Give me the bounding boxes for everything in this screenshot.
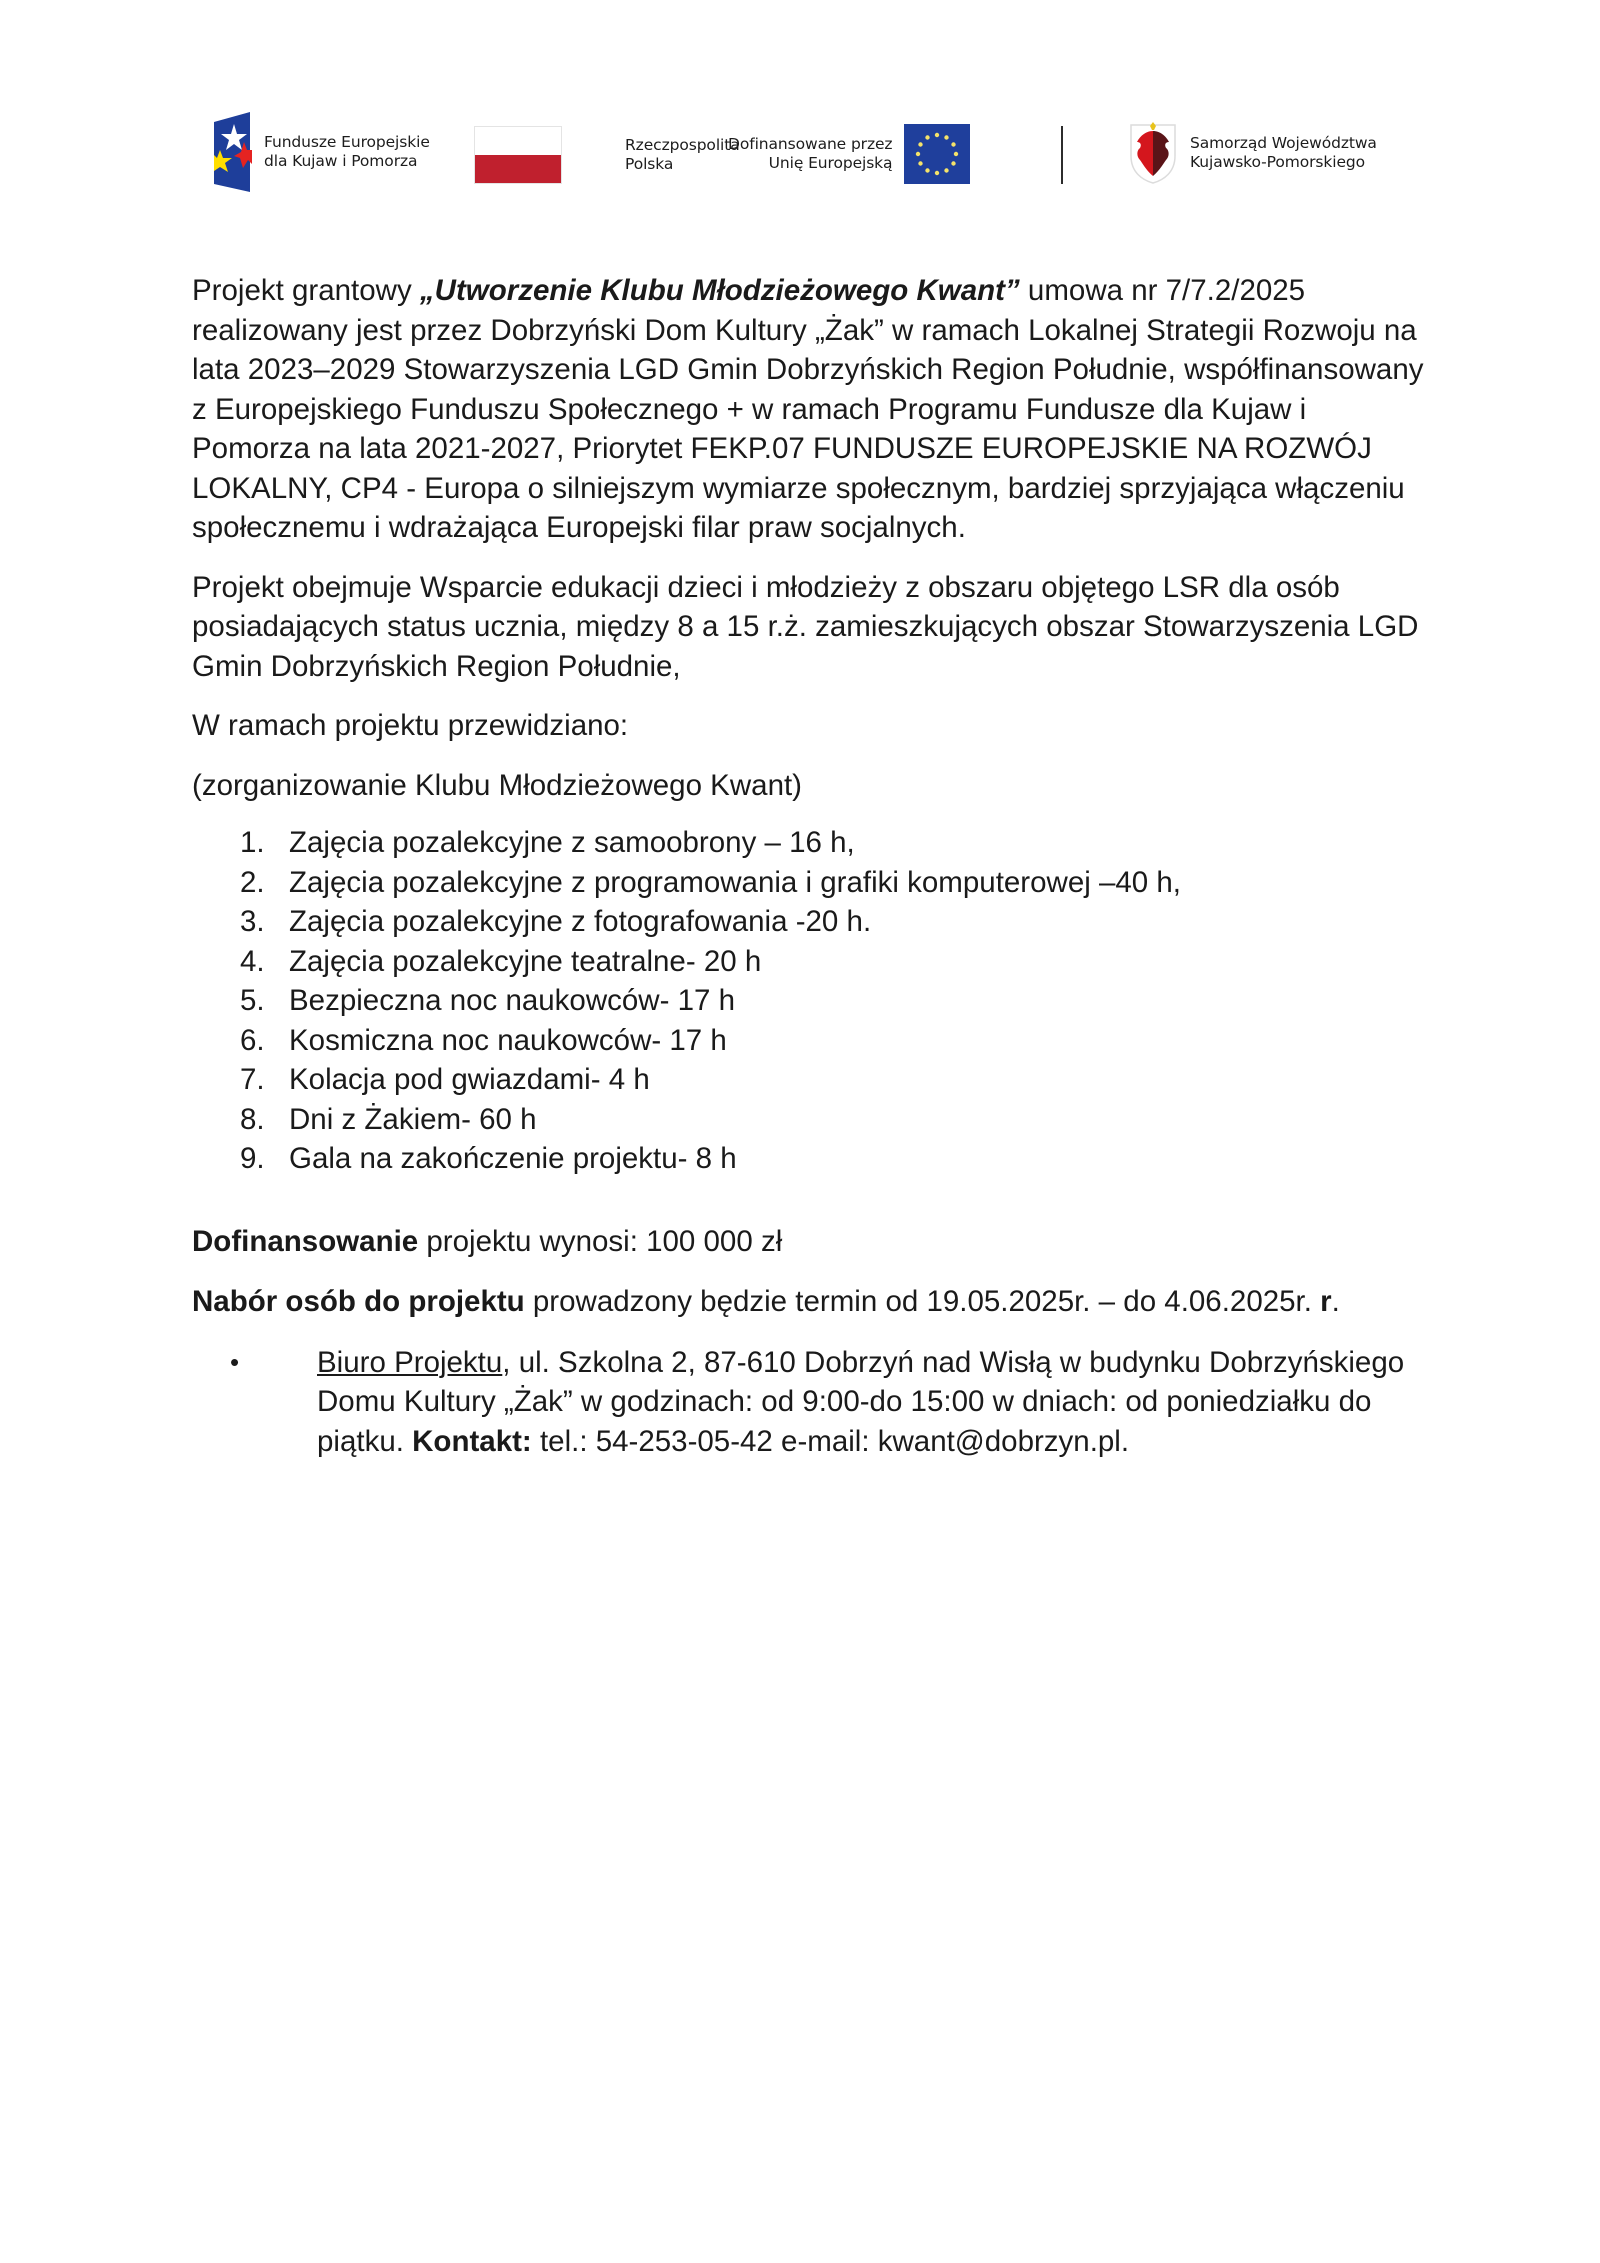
activity-item: [192, 942, 1432, 982]
activity-number: 6.: [240, 1023, 265, 1057]
fe-logo-line1: Fundusze Europejskie: [264, 133, 430, 151]
activity-number: 2.: [240, 865, 265, 899]
activity-number: 4.: [240, 944, 265, 978]
project-name: Utworzenie Klubu Młodzieżowego Kwant: [434, 274, 1005, 307]
fe-logo-line2: dla Kujaw i Pomorza: [264, 152, 418, 170]
activity-item: [192, 902, 1432, 942]
eu-star: [919, 161, 923, 165]
eu-star: [952, 161, 956, 165]
logo-bar: [0, 108, 1600, 198]
logo-rzeczpospolita-polska: [474, 126, 740, 184]
project-title: [420, 274, 1020, 307]
bullet-icon: •: [230, 1346, 240, 1377]
eu-star: [935, 133, 939, 137]
funding-label: Dofinansowanie: [192, 1224, 419, 1258]
activity-number: 3.: [240, 905, 265, 938]
eu-logo-line2: Unię Europejską: [768, 154, 893, 172]
kp-coat-of-arms-icon: [1128, 122, 1178, 184]
logo-fundusze-europejskie: [210, 112, 430, 192]
activities-list: [192, 823, 1432, 1179]
activity-item: [192, 1100, 1432, 1140]
activity-item: [192, 1021, 1432, 1061]
activity-item: [192, 1139, 1432, 1179]
polish-flag-icon: [474, 126, 562, 184]
recruitment-suffix: .: [1331, 1285, 1340, 1318]
pl-logo-line2: Polska: [625, 155, 674, 173]
intro-body: realizowany jest przez Dobrzyński Dom Kultury „Żak” w ramach Lokalnej Strategii Rozwoju na lata 2023–2029 Stowarzyszenia LGD Gmin Dobrzyńskich Region Południe, współfinansowany z Europejskiego Funduszu Społecznego + w ramach Programu Fundusze dla Kujaw i Pomorza na lata 2021-2027, Priorytet FEKP.07 FUNDUSZE EUROPEJSKIE NA ROZWÓJ LOKALNY, CP4 - Europa o silniejszym wymiarze społecznym, bardziej sprzyjająca włączeniu społecznemu i wdrażająca Europejski filar praw socjalnych.: [192, 313, 1424, 544]
eu-star: [926, 168, 930, 172]
activity-text: Kolacja pod gwiazdami- 4 h: [289, 1063, 650, 1096]
activity-text: Zajęcia pozalekcyjne z programowania i grafiki komputerowej –40 h,: [289, 865, 1182, 899]
pl-logo-line1: Rzeczpospolita: [625, 136, 740, 154]
logo-samorzad-wojewodztwa: [1128, 122, 1377, 184]
funding-text: projektu wynosi: 100 000 zł: [418, 1224, 783, 1258]
contact-text: tel.: 54-253-05-42 e-mail: kwant@dobrzyn.pl.: [531, 1424, 1130, 1458]
activity-text: Zajęcia pozalekcyjne z fotografowania -20 h.: [289, 905, 872, 938]
scope-paragraph: Projekt obejmuje Wsparcie edukacji dzieci i młodzieży z obszaru objętego LSR dla osób posiadających status ucznia, między 8 a 15 r.ż. zamieszkujących obszar Stowarzyszenia LGD Gmin Dobrzyńskich Region Południe,: [192, 570, 1419, 683]
contract-number: umowa nr 7/7.2/2025: [1019, 274, 1306, 307]
activity-number: 7.: [240, 1063, 265, 1096]
activity-item: [192, 863, 1432, 903]
eu-flag-icon: [904, 124, 970, 184]
kp-logo-line1: Samorząd Województwa: [1190, 134, 1377, 152]
eu-star: [945, 135, 949, 139]
eu-star: [919, 142, 923, 146]
contact-label: Kontakt:: [412, 1424, 532, 1458]
fe-star-icon: [210, 112, 252, 192]
planned-subheading: (zorganizowanie Klubu Młodzieżowego Kwant): [192, 768, 802, 802]
logo-divider: [1061, 126, 1063, 184]
activity-text: Zajęcia pozalekcyjne teatralne- 20 h: [289, 944, 762, 978]
activity-text: Kosmiczna noc naukowców- 17 h: [289, 1023, 727, 1057]
recruitment-text: prowadzony będzie termin od 19.05.2025r. – do 4.06.2025r.: [524, 1285, 1321, 1318]
activity-item: [192, 823, 1432, 863]
document-body: [192, 271, 1432, 1461]
kp-logo-line2: Kujawsko-Pomorskiego: [1190, 153, 1366, 171]
activity-number: 5.: [240, 984, 265, 1017]
recruitment-label: Nabór osób do projektu: [192, 1285, 525, 1318]
eu-star: [926, 135, 930, 139]
logo-unia-europejska: [728, 124, 970, 184]
eu-logo-line1: Dofinansowane przez: [728, 135, 893, 153]
funding-paragraph: [192, 1222, 1432, 1262]
activity-number: 9.: [240, 1142, 265, 1175]
activity-item: [192, 981, 1432, 1021]
recruitment-suffix-bold: r: [1320, 1285, 1332, 1318]
activity-text: Gala na zakończenie projektu- 8 h: [289, 1142, 737, 1175]
activity-number: 1.: [240, 826, 265, 859]
activity-item: [192, 1060, 1432, 1100]
activity-text: Dni z Żakiem- 60 h: [289, 1102, 537, 1136]
activity-text: Zajęcia pozalekcyjne z samoobrony – 16 h,: [289, 826, 855, 859]
activity-number: 8.: [240, 1102, 265, 1136]
eu-star: [954, 152, 958, 156]
planned-heading: W ramach projektu przewidziano:: [192, 709, 629, 742]
office-address: , ul. Szkolna 2, 87-610 Dobrzyń nad Wisłą w budynku Dobrzyńskiego Domu Kultury „Żak” w godzinach: od 9:00-do 15:00 w dniach: od poniedziałku do piątku.: [317, 1345, 1405, 1458]
quote-close: ”: [1004, 274, 1020, 307]
quote-open: „: [419, 274, 435, 307]
activity-text: Bezpieczna noc naukowców- 17 h: [289, 984, 736, 1017]
intro-prefix: Projekt grantowy: [192, 274, 420, 307]
eu-star: [916, 152, 920, 156]
office-details: [317, 1343, 1432, 1462]
office-list-item: [192, 1343, 1432, 1462]
office-link[interactable]: Biuro Projektu: [317, 1345, 503, 1379]
recruitment-paragraph: [192, 1282, 1432, 1322]
eu-star: [945, 168, 949, 172]
intro-paragraph: [192, 271, 1432, 548]
eu-star: [935, 171, 939, 175]
eu-star: [952, 142, 956, 146]
office-list: [192, 1343, 1432, 1462]
